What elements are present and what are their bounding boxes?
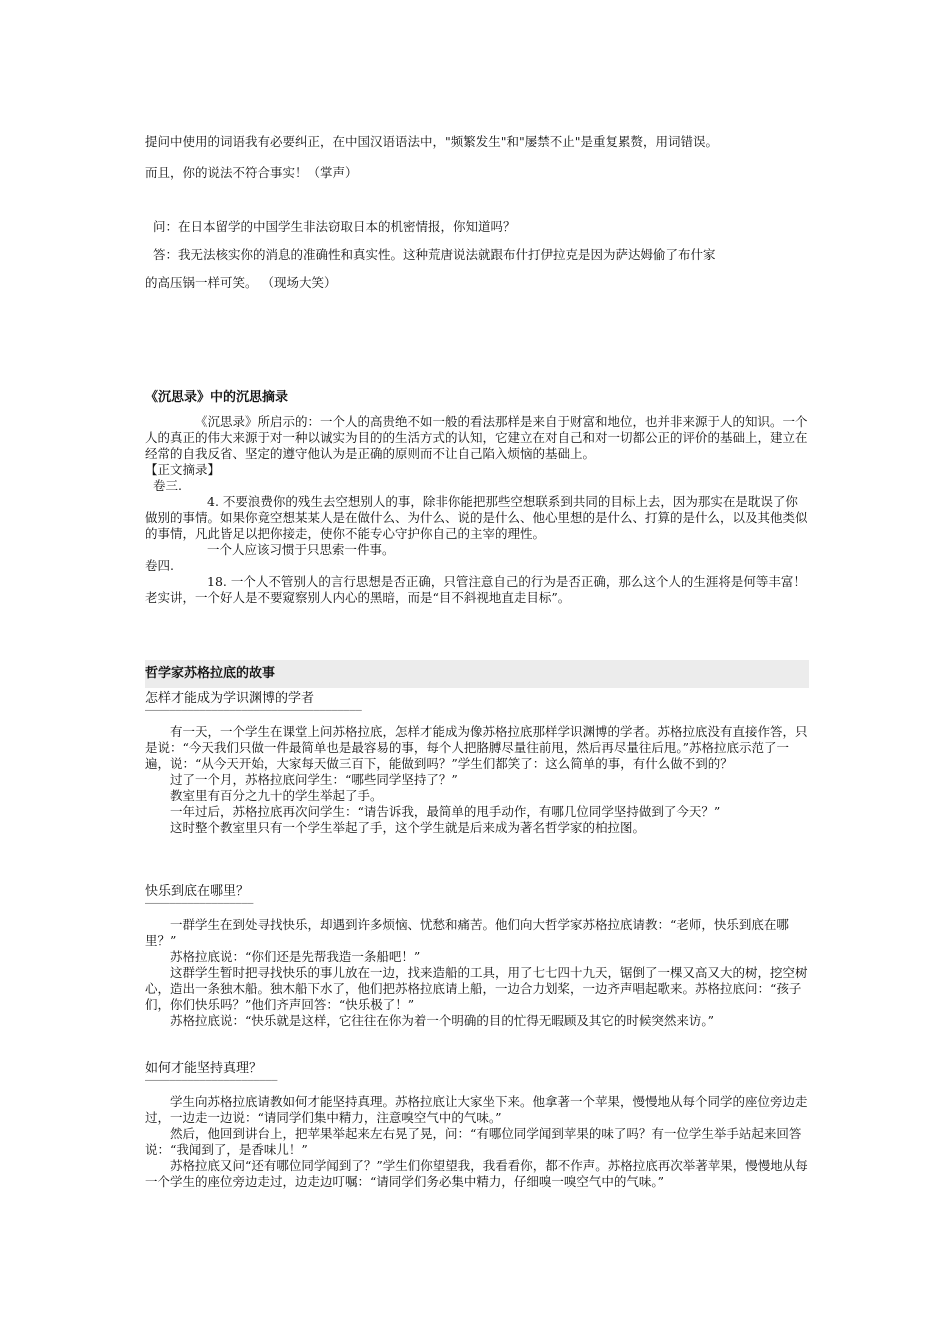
story-1-heading: 怎样才能成为学识渊博的学者 — [145, 691, 315, 706]
socrates-title: 哲学家苏格拉底的故事 — [145, 666, 276, 681]
meditations-section — [145, 390, 809, 606]
paragraph-4: 4. 不要浪费你的残生去空想别人的事，除非你能把那些空想联系到共同的目标上去，因为那实在是耽误了你做别的事情。如果你竟空想某某人是在做什么、为什么、说的是什么、他心里想的是什么、打算的是什么，以及其他类似的事情，凡此皆足以把你接走，使你不能专心守护你自己的主宰的理性。 — [145, 494, 808, 541]
story-1-para-2: 过了一个月，苏格拉底问学生：“哪些同学坚持了？” — [170, 772, 458, 787]
story-2-rule: —————————————————— — [145, 900, 254, 908]
qa-block — [145, 213, 809, 297]
story-2-para-4: 苏格拉底说：“快乐就是这样，它往往在你为着一个明确的目的忙得无暇顾及其它的时候突然来访。” — [170, 1013, 715, 1028]
question-line: 问：在日本留学的中国学生非法窃取日本的机密情报，你知道吗？ — [153, 219, 516, 234]
story-1-rule: ———————————————————————————————————— — [145, 707, 362, 715]
answer-line-2: 的高压锅一样可笑。 （现场大笑） — [145, 275, 337, 290]
story-1-para-1: 有一天，一个学生在课堂上问苏格拉底，怎样才能成为像苏格拉底那样学识渊博的学者。苏格拉底没有直接作答，只是说：“今天我们只做一件最简单也是最容易的事，每个人把胳膊尽量往前甩，然后再尽量往后甩。”苏格拉底示范了一遍，说：“从今天开始，大家每天做三百下，能做到吗？”学生们都笑了：这么简单的事，有什么做不到的？ — [145, 724, 808, 771]
socrates-title-wrap — [145, 666, 809, 682]
section-label: 【正文摘录】 — [145, 462, 221, 477]
story-3-para-2: 然后，他回到讲台上，把苹果举起来左右晃了晃，问：“有哪位同学闻到苹果的味了吗？有一位学生举手站起来回答说：“我闻到了，是香味儿！” — [145, 1126, 802, 1157]
meditations-intro: 《沉思录》所启示的：一个人的高贵绝不如一般的看法那样是来自于财富和地位，也并非来源于人的知识。一个人的真正的伟大来源于对一种以诚实为目的的生活方式的认知，它建立在对自己和对一切都公正的评价的基础上，建立在经常的自我反省、坚定的遵守他认为是正确的原则而不让自己陷入烦恼的基础上。 — [145, 414, 808, 461]
story-1-para-4: 一年过后，苏格拉底再次问学生：“请告诉我，最简单的甩手动作，有哪几位同学坚持做到了今天？” — [170, 804, 721, 819]
story-2-para-3: 这群学生暂时把寻找快乐的事儿放在一边，找来造船的工具，用了七七四十九天，锯倒了一棵又高又大的树，挖空树心，造出一条独木船。独木船下水了，他们把苏格拉底请上船，一边合力划桨，一边齐声唱起歌来。苏格拉底问：“孩子们，你们快乐吗？”他们齐声回答：“快乐极了！” — [145, 965, 808, 1012]
story-1 — [145, 691, 809, 836]
intro-line-2: 而且，你的说法不符合事实！（掌声） — [145, 165, 358, 180]
story-3-para-1: 学生向苏格拉底请教如何才能坚持真理。苏格拉底让大家坐下来。他拿著一个苹果，慢慢地从每个同学的座位旁边走过，一边走一边说：“请同学们集中精力，注意嗅空气中的气味。” — [145, 1094, 808, 1125]
story-2-para-1: 一群学生在到处寻找快乐，却遇到许多烦恼、忧愁和痛苦。他们向大哲学家苏格拉底请教：“老师，快乐到底在哪里？” — [145, 917, 789, 948]
paragraph-18: 18. 一个人不管别人的言行思想是否正确，只管注意自己的行为是否正确，那么这个人的生涯将是何等丰富！老实讲，一个好人是不要窥察别人内心的黑暗，而是“目不斜视地直走目标”。 — [145, 574, 806, 605]
story-3 — [145, 1061, 809, 1190]
volume-4-label: 卷四. — [145, 558, 174, 573]
story-3-para-3: 苏格拉底又问“还有哪位同学闻到了？”学生们你望望我，我看看你，都不作声。苏格拉底再次举著苹果，慢慢地从每一个学生的座位旁边走过，边走边叮嘱：“请同学们务必集中精力，仔细嗅一嗅空气中的气味。” — [145, 1158, 808, 1189]
habit-line: 一个人应该习惯于只思索一件事。 — [207, 542, 395, 557]
intro-paragraph — [145, 126, 809, 188]
story-3-heading: 如何才能坚持真理？ — [145, 1061, 263, 1076]
story-2 — [145, 884, 809, 1029]
story-3-rule: —————————————————————— — [145, 1077, 278, 1085]
answer-line-1: 答：我无法核实你的消息的准确性和真实性。这种荒唐说法就跟布什打伊拉克是因为萨达姆偷了布什家 — [153, 247, 716, 262]
story-2-para-2: 苏格拉底说：“你们还是先帮我造一条船吧！” — [170, 949, 421, 964]
intro-line-1: 提问中使用的词语我有必要纠正，在中国汉语语法中，"频繁发生"和"屡禁不止"是重复累赘，用词错误。 — [145, 134, 719, 149]
story-1-para-3: 教室里有百分之九十的学生举起了手。 — [170, 788, 383, 803]
story-2-heading: 快乐到底在哪里？ — [145, 884, 250, 899]
story-1-para-5: 这时整个教室里只有一个学生举起了手，这个学生就是后来成为著名哲学家的柏拉图。 — [170, 820, 646, 835]
volume-3-label: 卷三. — [153, 478, 182, 493]
meditations-title: 《沉思录》中的沉思摘录 — [145, 390, 289, 405]
